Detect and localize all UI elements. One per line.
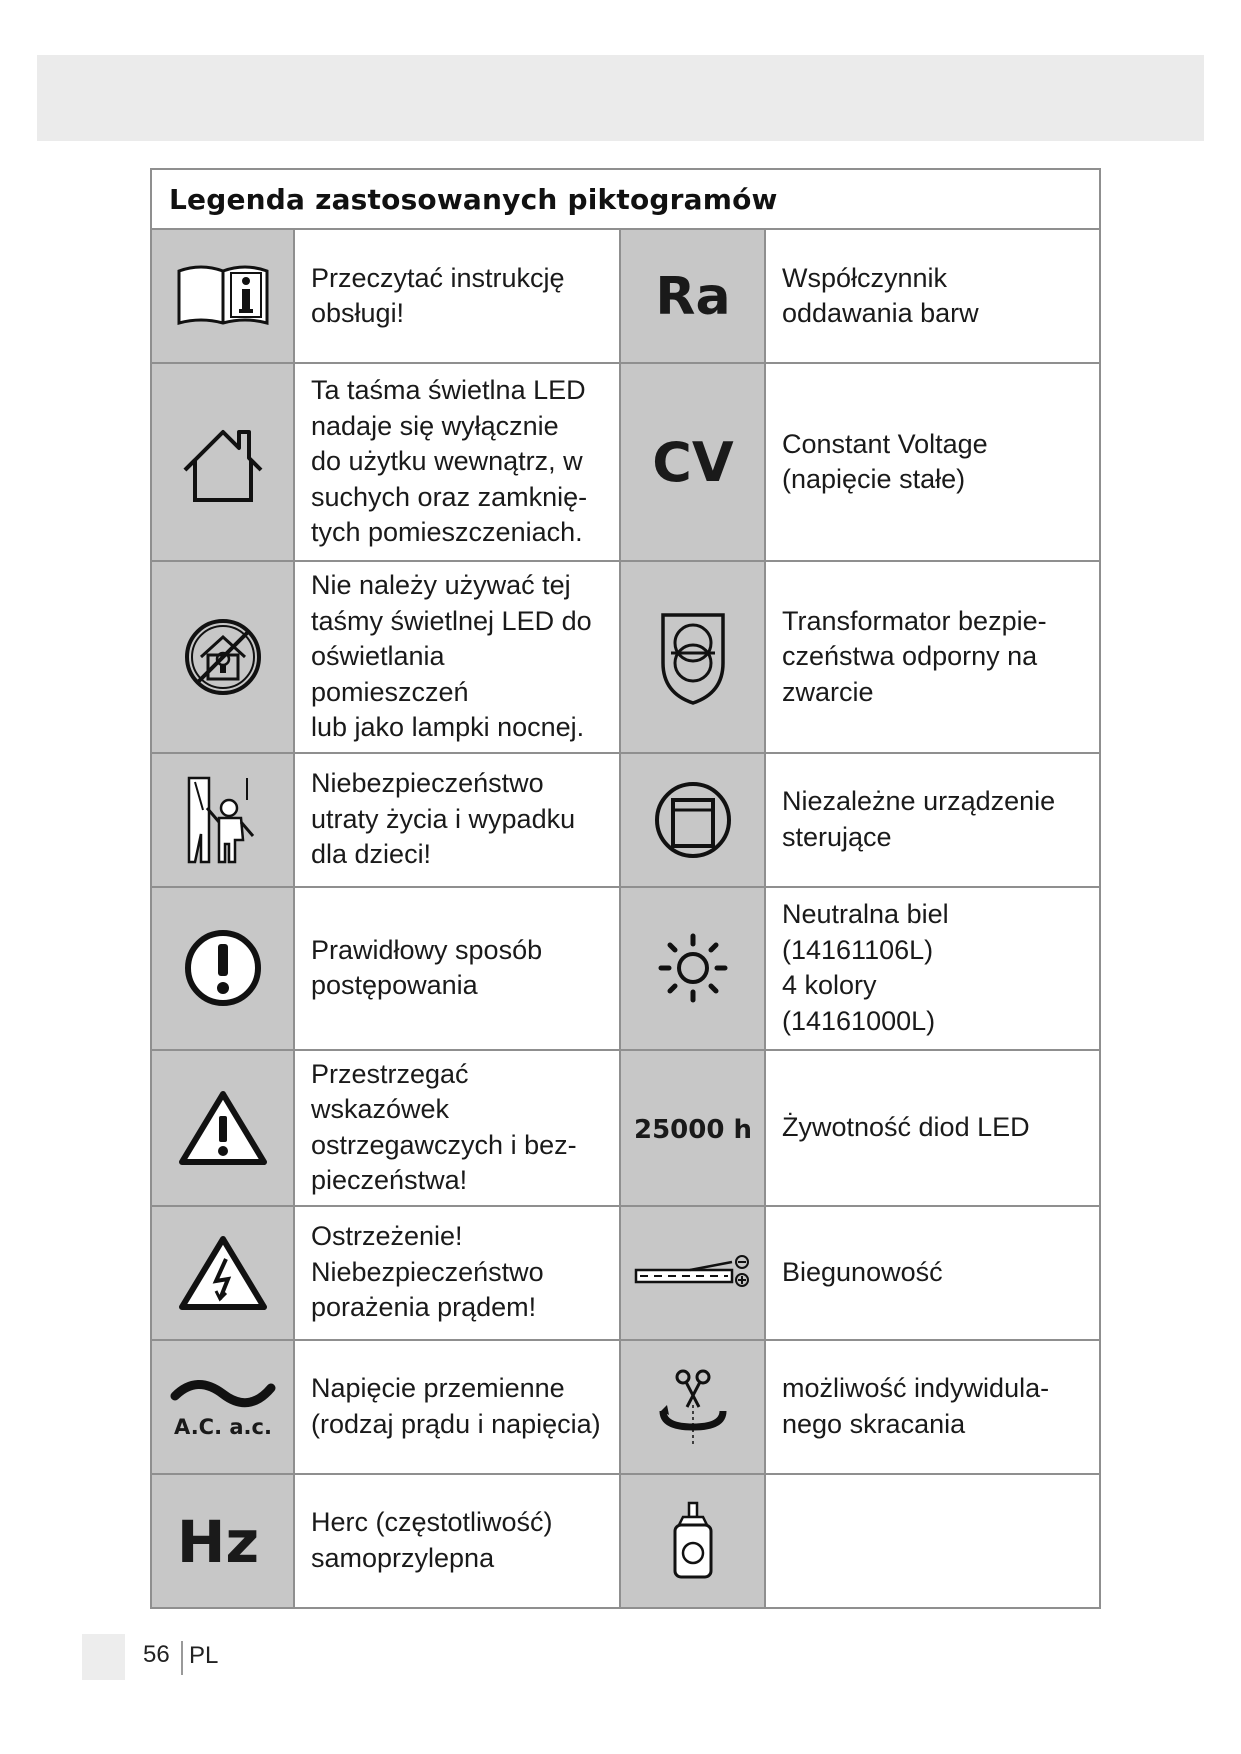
legend-text: Napięcie przemienne (rodzaj prądu i napięcia) [294,1340,620,1474]
legend-row [151,1050,1100,1206]
legend-row [151,561,1100,753]
exclamation-circle-icon [151,887,294,1050]
legend-text: Neutralna biel (14161106L) 4 kolory (14161000L) [765,887,1100,1050]
svg-text:Hz: Hz [176,1507,259,1576]
svg-text:Ra: Ra [654,267,731,327]
independent-control-icon [620,753,765,887]
legend-text: Constant Voltage (napięcie stałe) [765,363,1100,561]
sun-icon [620,887,765,1050]
page-marker [82,1634,125,1680]
house-icon [151,363,294,561]
child-danger-icon [151,753,294,887]
legend-row [151,1206,1100,1340]
warning-triangle-icon [151,1050,294,1206]
legend-text: Transformator bezpie- czeństwa odporny na zwarcie [765,561,1100,753]
legend-text: Ta taśma świetlna LED nadaje się wyłącznie do użytku wewnątrz, w suchych oraz zamknię- tych pomieszczeniach. [294,363,620,561]
safety-transformer-icon [620,561,765,753]
legend-text: Ostrzeżenie! Niebezpieczeństwo porażenia prądem! [294,1206,620,1340]
manual-info-icon [151,229,294,363]
polarity-icon [620,1206,765,1340]
legend-row [151,1474,1100,1608]
page-number: 56 [143,1641,170,1668]
legend-text: Przestrzegać wskazówek ostrzegawczych i bez- pieczeństwa! [294,1050,620,1206]
svg-text:A.C. a.c.: A.C. a.c. [173,1414,272,1439]
svg-text:25000 h: 25000 h [633,1114,752,1145]
electric-shock-icon [151,1206,294,1340]
legend-text: Herc (częstotliwość) samoprzylepna [294,1474,620,1608]
header-band [37,55,1204,141]
legend-text: Biegunowość [765,1206,1100,1340]
legend-row [151,363,1100,561]
legend-text: Prawidłowy sposób postępowania [294,887,620,1050]
legend-text: Niezależne urządzenie sterujące [765,753,1100,887]
legend-text [765,1474,1100,1608]
legend-title: Legenda zastosowanych piktogramów [151,169,1100,229]
cv-icon [620,363,765,561]
svg-text:CV: CV [651,431,734,494]
legend-text: Nie należy używać tej taśmy świetlnej LED do oświetlania pomieszczeń lub jako lampki nocnej. [294,561,620,753]
adhesive-icon [620,1474,765,1608]
language-code: PL [181,1641,218,1675]
hertz-icon [151,1474,294,1608]
legend-text: Niebezpieczeństwo utraty życia i wypadku dla dzieci! [294,753,620,887]
legend-text: Współczynnik oddawania barw [765,229,1100,363]
no-room-lighting-icon [151,561,294,753]
legend-text: możliwość indywidula- nego skracania [765,1340,1100,1474]
legend-row [151,229,1100,363]
legend-text: Przeczytać instrukcję obsługi! [294,229,620,363]
alternating-current-icon [151,1340,294,1474]
legend-row [151,1340,1100,1474]
lifetime-icon [620,1050,765,1206]
legend-row [151,887,1100,1050]
legend-text: Żywotność diod LED [765,1050,1100,1206]
ra-icon [620,229,765,363]
pictogram-legend-table [150,168,1101,1609]
scissors-cut-icon [620,1340,765,1474]
legend-row [151,753,1100,887]
